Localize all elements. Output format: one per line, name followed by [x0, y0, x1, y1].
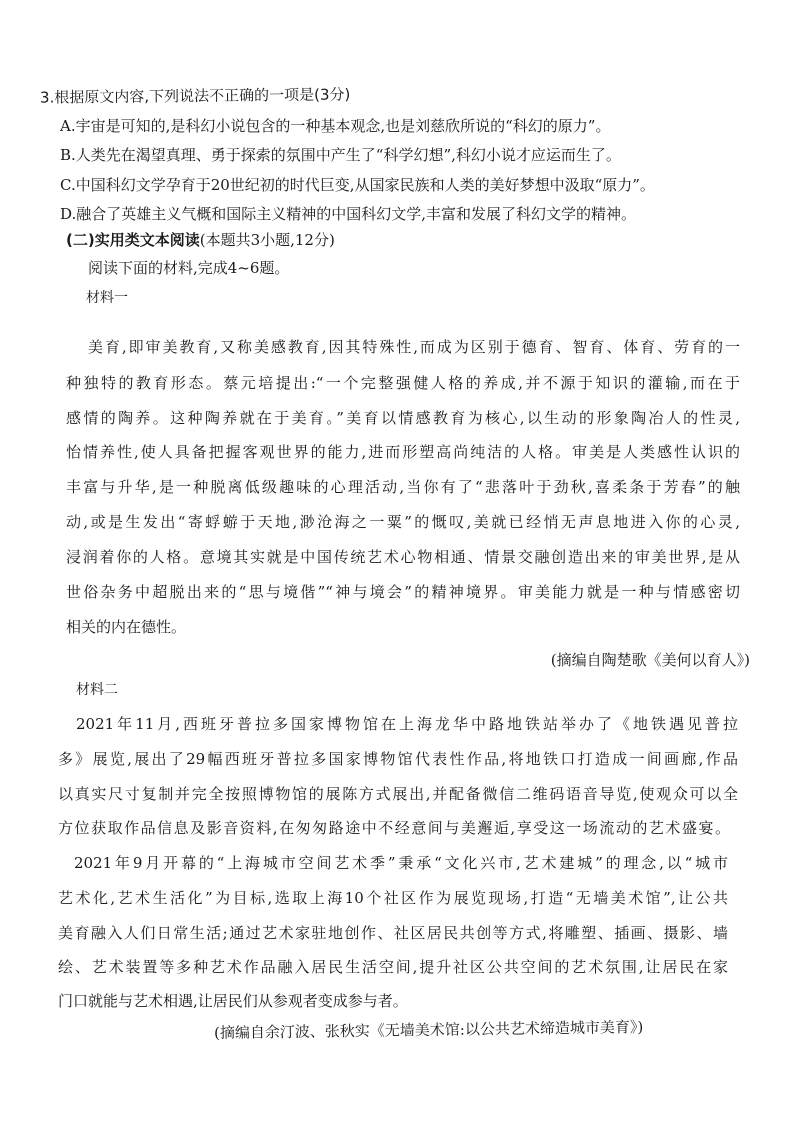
material2-heading: 材料二 — [76, 682, 118, 698]
option-c: C.中国科幻文学孕育于20世纪初的时代巨变,从国家民族和人类的美好梦想中汲取“原力”。 — [60, 176, 655, 194]
question-stem: 3.根据原文内容,下列说法不正确的一项是(3分) — [39, 85, 351, 107]
text-line: 丰富与升华,是一种脱离低级趣味的心理活动,当你有了“悲落叶于劲秋,喜柔条于芳春”的触 — [66, 478, 740, 496]
section-instruction: 阅读下面的材料,完成4~6题。 — [88, 259, 290, 277]
text-line: 2021年9月开幕的“上海城市空间艺术季”秉承“文化兴市,艺术建城”的理念,以“城市 — [74, 854, 728, 872]
text-line: 相关的内在德性。 — [66, 618, 187, 636]
text-line: 世俗杂务中超脱出来的“思与境偕”“神与境会”的精神境界。审美能力就是一种与情感密切 — [66, 583, 740, 601]
option-d: D.融合了英雄主义气概和国际主义精神的中国科幻文学,丰富和发展了科幻文学的精神。 — [60, 205, 637, 223]
text-line: 动,或是生发出“寄蜉蝣于天地,渺沧海之一粟”的慨叹,美就已经悄无声息地进入你的心灵, — [66, 513, 740, 531]
section-score: (本题共3小题,12分) — [199, 231, 335, 249]
text-line: 浸润着你的人格。意境其实就是中国传统艺术心物相通、情景交融创造出来的审美世界,是从 — [66, 548, 740, 566]
material1-source: (摘编自陶楚歌《美何以育人》) — [550, 651, 750, 669]
text-line: 2021年11月,西班牙普拉多国家博物馆在上海龙华中路地铁站举办了《地铁遇见普拉 — [76, 715, 738, 733]
text-line: 种独特的教育形态。蔡元培提出:“一个完整强健人格的养成,并不源于知识的灌输,而在于 — [66, 374, 740, 392]
text-line: 以真实尺寸复制并完全按照博物馆的展陈方式展出,并配备微信二维码语音导览,使观众可以全 — [58, 785, 738, 803]
text-line: 绘、艺术装置等多种艺术作品融入居民生活空间,提升社区公共空间的艺术氛围,让居民在家 — [58, 958, 728, 976]
option-a: A.宇宙是可知的,是科幻小说包含的一种基本观念,也是刘慈欣所说的“科幻的原力”。 — [60, 117, 611, 135]
text-line: 美育融入人们日常生活;通过艺术家驻地创作、社区居民共创等方式,将雕塑、插画、摄影、墙 — [58, 924, 728, 942]
text-line: 方位获取作品信息及影音资料,在匆匆路途中不经意间与美邂逅,享受这一场流动的艺术盛宴。 — [58, 819, 730, 837]
text-line: 艺术化,艺术生活化”为目标,选取上海10个社区作为展览现场,打造“无墙美术馆”,让公共 — [58, 889, 728, 907]
material2-source: (摘编自余汀波、张秋实《无墙美术馆:以公共艺术缔造城市美育》) — [213, 1018, 644, 1042]
material1-heading: 材料一 — [86, 290, 128, 306]
option-b: B.人类先在渴望真理、勇于探索的氛围中产生了“科学幻想”,科幻小说才应运而生了。 — [60, 146, 621, 164]
text-line: 怡情养性,使人具备把握客观世界的能力,进而形塑高尚纯洁的人格。审美是人类感性认识的 — [66, 443, 740, 461]
section-title: (二)实用类文本阅读 — [66, 231, 200, 249]
section-heading — [66, 230, 335, 250]
text-line: 感情的陶养。这种陶养就在于美育。”美育以情感教育为核心,以生动的形象陶冶人的性灵, — [66, 409, 740, 427]
text-line: 门口就能与艺术相遇,让居民们从参观者变成参与者。 — [58, 992, 408, 1010]
text-line: 美育,即审美教育,又称美感教育,因其特殊性,而成为区别于德育、智育、体育、劳育的一 — [88, 338, 740, 356]
text-line: 多》展览,展出了29幅西班牙普拉多国家博物馆代表性作品,将地铁口打造成一间画廊,作品 — [58, 750, 738, 768]
